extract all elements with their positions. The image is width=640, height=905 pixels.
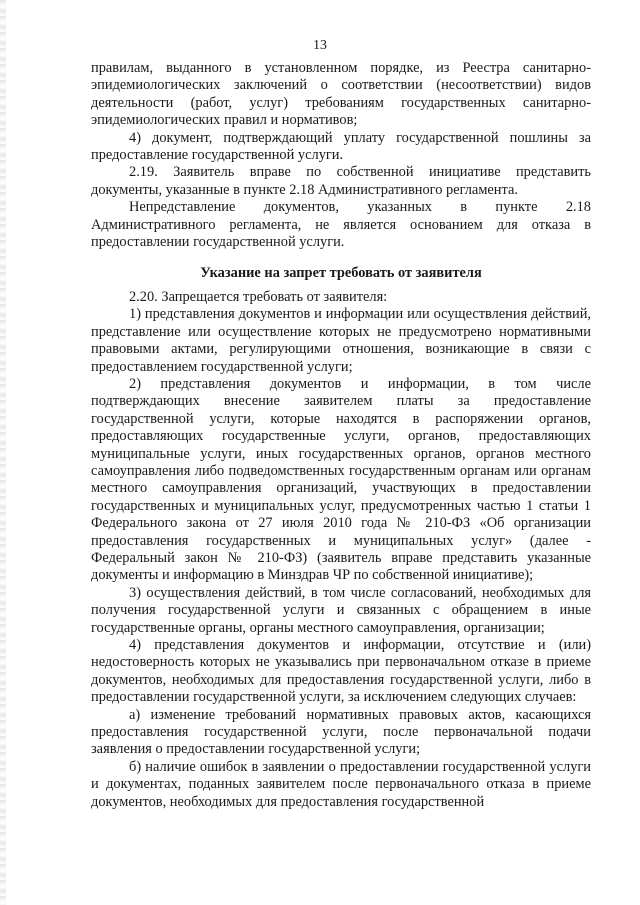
paragraph: Непредставление документов, указанных в пункте 2.18 Административного регламента, не является основанием для отказа в предоставлении государственной услуги. bbox=[91, 199, 591, 251]
paragraph: 4) документ, подтверждающий уплату государственной пошлины за предоставление государственной услуги. bbox=[91, 129, 591, 164]
paragraph: правилам, выданного в установленном порядке, из Реестра санитарно-эпидемиологических заключений о соответствии (несоответствии) видов деятельности (работ, услуг) требованиям государственных санитарно-эпидемиологических правил и нормативов; bbox=[91, 60, 591, 129]
paragraph: 2.20. Запрещается требовать от заявителя: bbox=[129, 288, 388, 305]
scan-edge-artifact bbox=[0, 0, 6, 905]
paragraph: 1) представления документов и информации или осуществления действий, представление или осуществление которых не предусмотрено нормативными правовыми актами, регулирующими отношения, возникающие в связи с предоставлением государственной услуги; bbox=[91, 306, 591, 375]
paragraph: б) наличие ошибок в заявлении о предоставлении государственной услуги и документах, поданных заявителем после первоначального отказа в приеме документов, необходимых для предоставления государственной bbox=[91, 758, 591, 810]
paragraph: 2) представления документов и информации, в том числе подтверждающих внесение заявителем платы за предоставление государственной услуги, которые находятся в распоряжении органов, предоставляющих государственные услуги, органов, предоставляющих муниципальные услуги, иных государственных органов, органов местного самоуправления либо подведомственных государственным органам или органам местного самоуправления организаций, участвующих в предоставлении государственных и муниципальных услуг, предусмотренных частью 1 статьи 1 Федерального закона от 27 июля 2010 года № 210-ФЗ «Об организации предоставления государственных и муниципальных услуг» (далее - Федеральный закон № 210-ФЗ) (заявитель вправе представить указанные документы и информацию в Минздрав ЧР по собственной инициативе); bbox=[91, 375, 591, 584]
paragraph: 4) представления документов и информации, отсутствие и (или) недостоверность которых не указывались при первоначальном отказе в приеме документов, необходимых для предоставления государственной услуги, либо в предоставлении государственной услуги, за исключением следующих случаев: bbox=[91, 637, 591, 706]
document-body bbox=[91, 60, 591, 811]
section-heading: Указание на запрет требовать от заявителя bbox=[200, 265, 482, 282]
paragraph: 2.19. Заявитель вправе по собственной инициативе представить документы, указанные в пункте 2.18 Административного регламента. bbox=[91, 164, 591, 198]
page-number: 13 bbox=[313, 38, 327, 53]
paragraph: 3) осуществления действий, в том числе согласований, необходимых для получения государственной услуги и связанных с обращением в иные государственные органы, органы местного самоуправления, организации; bbox=[91, 584, 591, 636]
paragraph: а) изменение требований нормативных правовых актов, касающихся предоставления государственной услуги, после первоначальной подачи заявления о предоставлении государственной услуги; bbox=[91, 706, 591, 758]
